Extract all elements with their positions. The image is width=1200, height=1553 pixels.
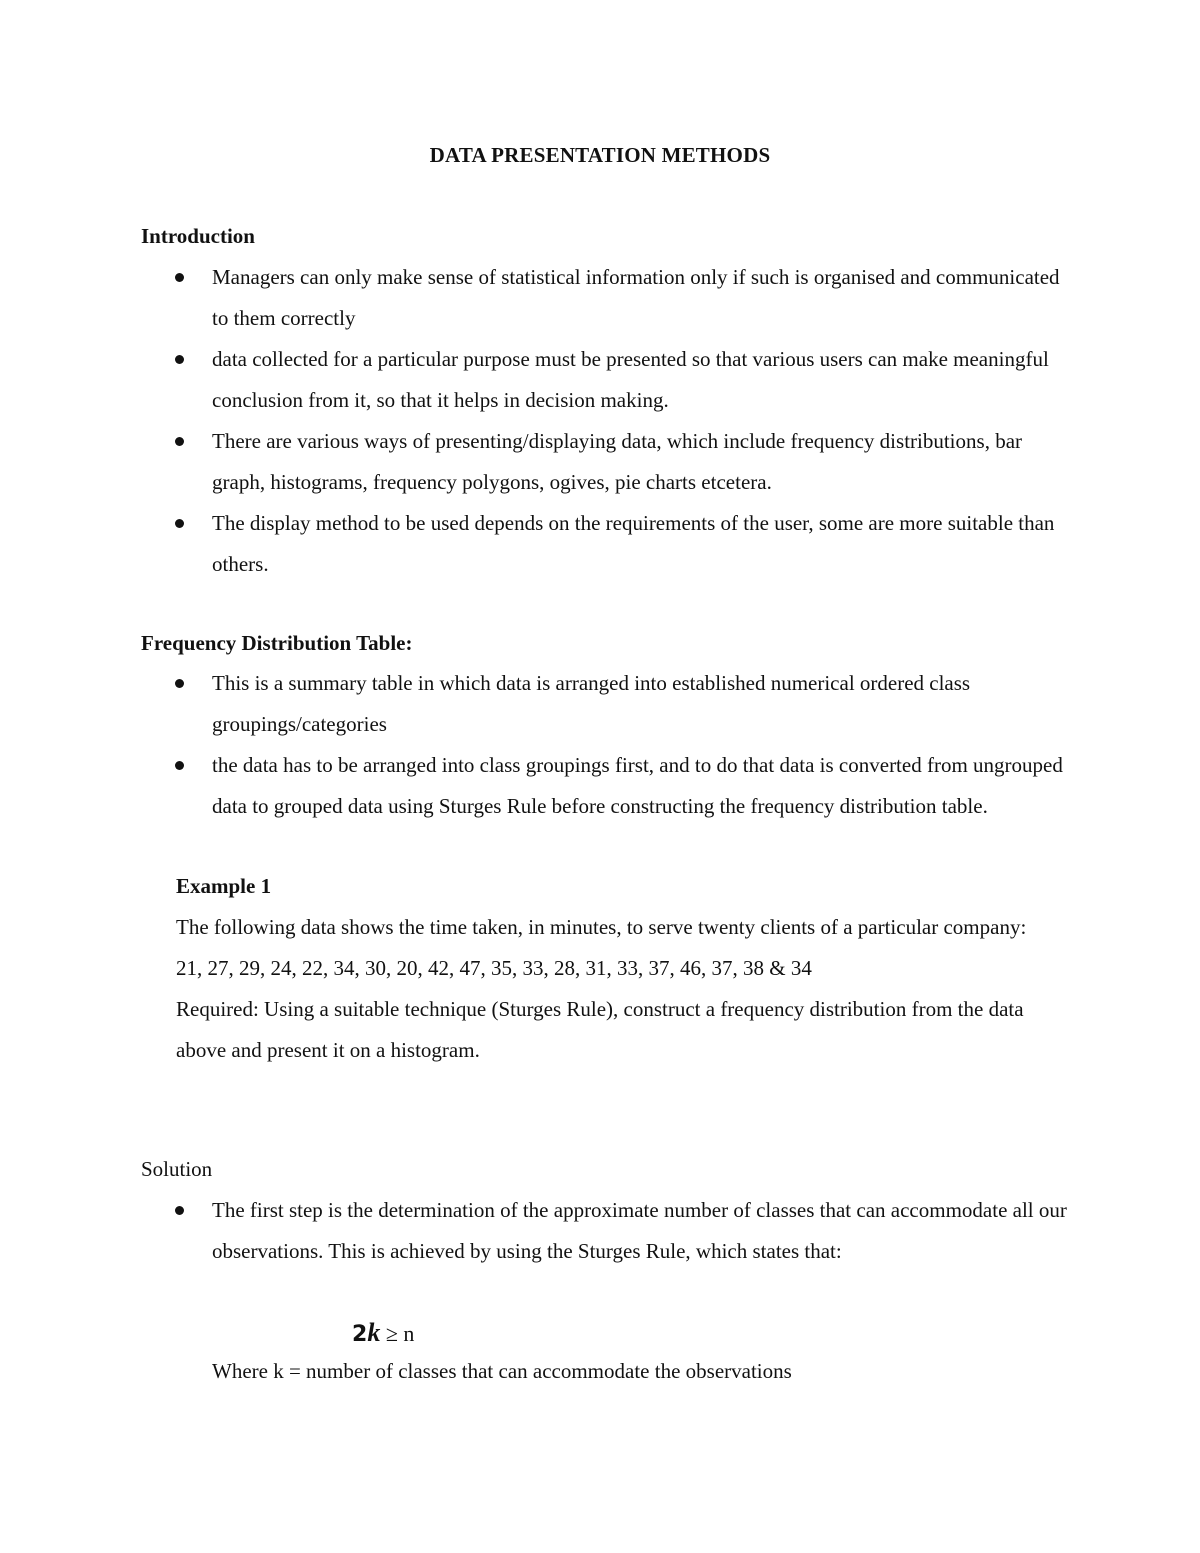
frequency-heading: Frequency Distribution Table: <box>141 631 413 655</box>
document-title: DATA PRESENTATION METHODS <box>429 143 771 167</box>
list-item: The display method to be used depends on the requirements of the user, some are more suitable than others. <box>0 503 1072 585</box>
bullet-icon <box>175 679 184 688</box>
formula-base: 2 <box>352 1322 368 1347</box>
frequency-list <box>0 663 1072 827</box>
formula-exponent: k <box>367 1318 381 1347</box>
bullet-icon <box>175 519 184 528</box>
example-required: Required: Using a suitable technique (Sturges Rule), construct a frequency distribution from the data above and present it on a histogram. <box>176 997 1024 1062</box>
formula-relation: ≥ n <box>380 1321 415 1346</box>
where-definition: Where k = number of classes that can accommodate the observations <box>212 1359 792 1383</box>
example-text: The following data shows the time taken, in minutes, to serve twenty clients of a particular company: <box>176 915 1027 939</box>
list-item: The first step is the determination of the approximate number of classes that can accommodate all our observations. This is achieved by using the Sturges Rule, which states that: <box>0 1190 1072 1272</box>
introduction-heading: Introduction <box>141 224 255 248</box>
bullet-icon <box>175 1206 184 1215</box>
example-title: Example 1 <box>176 874 272 898</box>
sturges-formula <box>352 1318 414 1348</box>
list-item: There are various ways of presenting/displaying data, which include frequency distributions, bar graph, histograms, frequency polygons, ogives, pie charts etcetera. <box>0 421 1072 503</box>
bullet-icon <box>175 273 184 282</box>
solution-heading: Solution <box>141 1157 213 1181</box>
list-item: data collected for a particular purpose must be presented so that various users can make meaningful conclusion from it, so that it helps in decision making. <box>0 339 1072 421</box>
bullet-icon <box>175 355 184 364</box>
example-block <box>176 866 1076 1071</box>
introduction-list <box>0 257 1072 585</box>
list-item: This is a summary table in which data is arranged into established numerical ordered class groupings/categories <box>0 663 1072 745</box>
list-item: Managers can only make sense of statistical information only if such is organised and communicated to them correctly <box>0 257 1072 339</box>
bullet-icon <box>175 761 184 770</box>
bullet-icon <box>175 437 184 446</box>
solution-list <box>0 1190 1072 1272</box>
list-item: the data has to be arranged into class groupings first, and to do that data is converted from ungrouped data to grouped data using Sturges Rule before constructing the frequency distribution table. <box>0 745 1072 827</box>
example-data: 21, 27, 29, 24, 22, 34, 30, 20, 42, 47, 35, 33, 28, 31, 33, 37, 46, 37, 38 & 34 <box>176 956 812 980</box>
